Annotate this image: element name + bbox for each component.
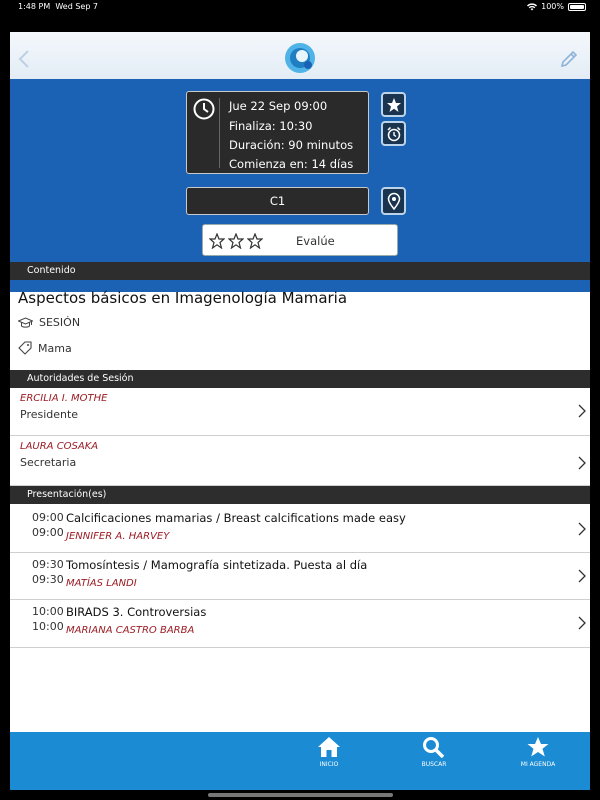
clock-icon xyxy=(193,98,215,120)
rating-star-icon[interactable] xyxy=(228,233,244,249)
alarm-clock-icon xyxy=(386,126,402,142)
back-chevron-icon[interactable] xyxy=(18,49,30,69)
star-icon xyxy=(386,97,402,113)
list-item[interactable] xyxy=(10,553,590,600)
wifi-icon xyxy=(527,3,537,11)
presentation-title: Calcificaciones mamarias / Breast calcifications made easy xyxy=(66,511,406,525)
tab-search[interactable] xyxy=(404,736,464,768)
tab-home-label: INICIO xyxy=(319,761,339,768)
tag-icon xyxy=(18,341,32,355)
session-tag xyxy=(18,341,72,355)
graduation-cap-icon xyxy=(18,317,33,329)
room-box: C1 xyxy=(186,187,369,215)
tab-search-label: BUSCAR xyxy=(421,761,447,768)
list-item[interactable] xyxy=(10,388,590,436)
authority-name: ERCILIA I. MOTHE xyxy=(20,393,108,404)
chevron-right-icon xyxy=(578,569,586,583)
rating-star-icon[interactable] xyxy=(209,233,225,249)
alarm-button[interactable] xyxy=(381,121,406,146)
presentation-start: 09:00 xyxy=(32,511,64,524)
tab-home[interactable] xyxy=(299,736,359,768)
session-time-box xyxy=(186,91,369,174)
status-bar xyxy=(0,0,600,14)
presentation-end: 09:30 xyxy=(32,573,64,586)
session-end: Finaliza: 10:30 xyxy=(229,119,313,133)
presentation-start: 09:30 xyxy=(32,558,64,571)
list-item[interactable] xyxy=(10,436,590,486)
authorities-header: Autoridades de Sesión xyxy=(10,370,590,388)
status-right xyxy=(527,2,586,11)
session-tag-label: Mama xyxy=(38,341,72,355)
rating-star-icon[interactable] xyxy=(247,233,263,249)
presentation-title: Tomosíntesis / Mamografía sintetizada. Puesta al día xyxy=(66,558,368,572)
chevron-right-icon xyxy=(578,456,586,470)
tab-agenda[interactable] xyxy=(508,736,568,768)
chevron-right-icon xyxy=(578,522,586,536)
authority-role: Presidente xyxy=(20,408,79,421)
battery-icon xyxy=(568,3,586,11)
star-icon xyxy=(526,736,550,758)
authority-name: LAURA COSAKA xyxy=(20,441,99,452)
app-window xyxy=(10,32,590,790)
search-icon xyxy=(422,736,446,758)
tab-agenda-label: MI AGENDA xyxy=(520,761,556,768)
session-title: Aspectos básicos en Imagenología Mamaria xyxy=(18,289,348,307)
favorite-button[interactable] xyxy=(381,92,406,117)
session-hero xyxy=(10,79,590,292)
edit-pencil-icon[interactable] xyxy=(560,50,578,68)
presentation-start: 10:00 xyxy=(32,605,64,618)
home-icon xyxy=(317,736,341,758)
presentation-author: JENNIFER A. HARVEY xyxy=(66,531,170,542)
content-header: Contenido xyxy=(10,262,590,280)
session-type-label: SESIÓN xyxy=(39,316,81,329)
presentation-end: 09:00 xyxy=(32,526,64,539)
presentation-author: MATÍAS LANDI xyxy=(66,578,137,589)
list-item[interactable] xyxy=(10,506,590,553)
app-logo-icon xyxy=(282,40,318,76)
presentation-title: BIRADS 3. Controversias xyxy=(66,605,207,619)
rating-widget[interactable] xyxy=(202,224,398,256)
top-nav-bar xyxy=(10,32,590,79)
location-pin-icon xyxy=(387,192,401,210)
status-time: 1:48 PM Wed Sep 7 xyxy=(18,2,99,11)
tab-bar xyxy=(10,732,590,790)
rating-stars xyxy=(209,233,263,249)
presentation-author: MARIANA CASTRO BARBA xyxy=(66,625,195,636)
presentations-header: Presentación(es) xyxy=(10,486,590,504)
session-type xyxy=(18,316,80,329)
list-item[interactable] xyxy=(10,600,590,648)
session-duration: Duración: 90 minutos xyxy=(229,138,354,152)
location-button[interactable] xyxy=(381,187,406,215)
session-starts-in: Comienza en: 14 días xyxy=(229,157,354,171)
chevron-right-icon xyxy=(578,404,586,418)
session-date: Jue 22 Sep 09:00 xyxy=(229,99,328,113)
authority-role: Secretaria xyxy=(20,456,77,469)
presentation-end: 10:00 xyxy=(32,620,64,633)
home-indicator xyxy=(208,793,393,797)
rate-label: Evalúe xyxy=(296,234,335,248)
chevron-right-icon xyxy=(578,616,586,630)
battery-percent: 100% xyxy=(541,2,564,11)
